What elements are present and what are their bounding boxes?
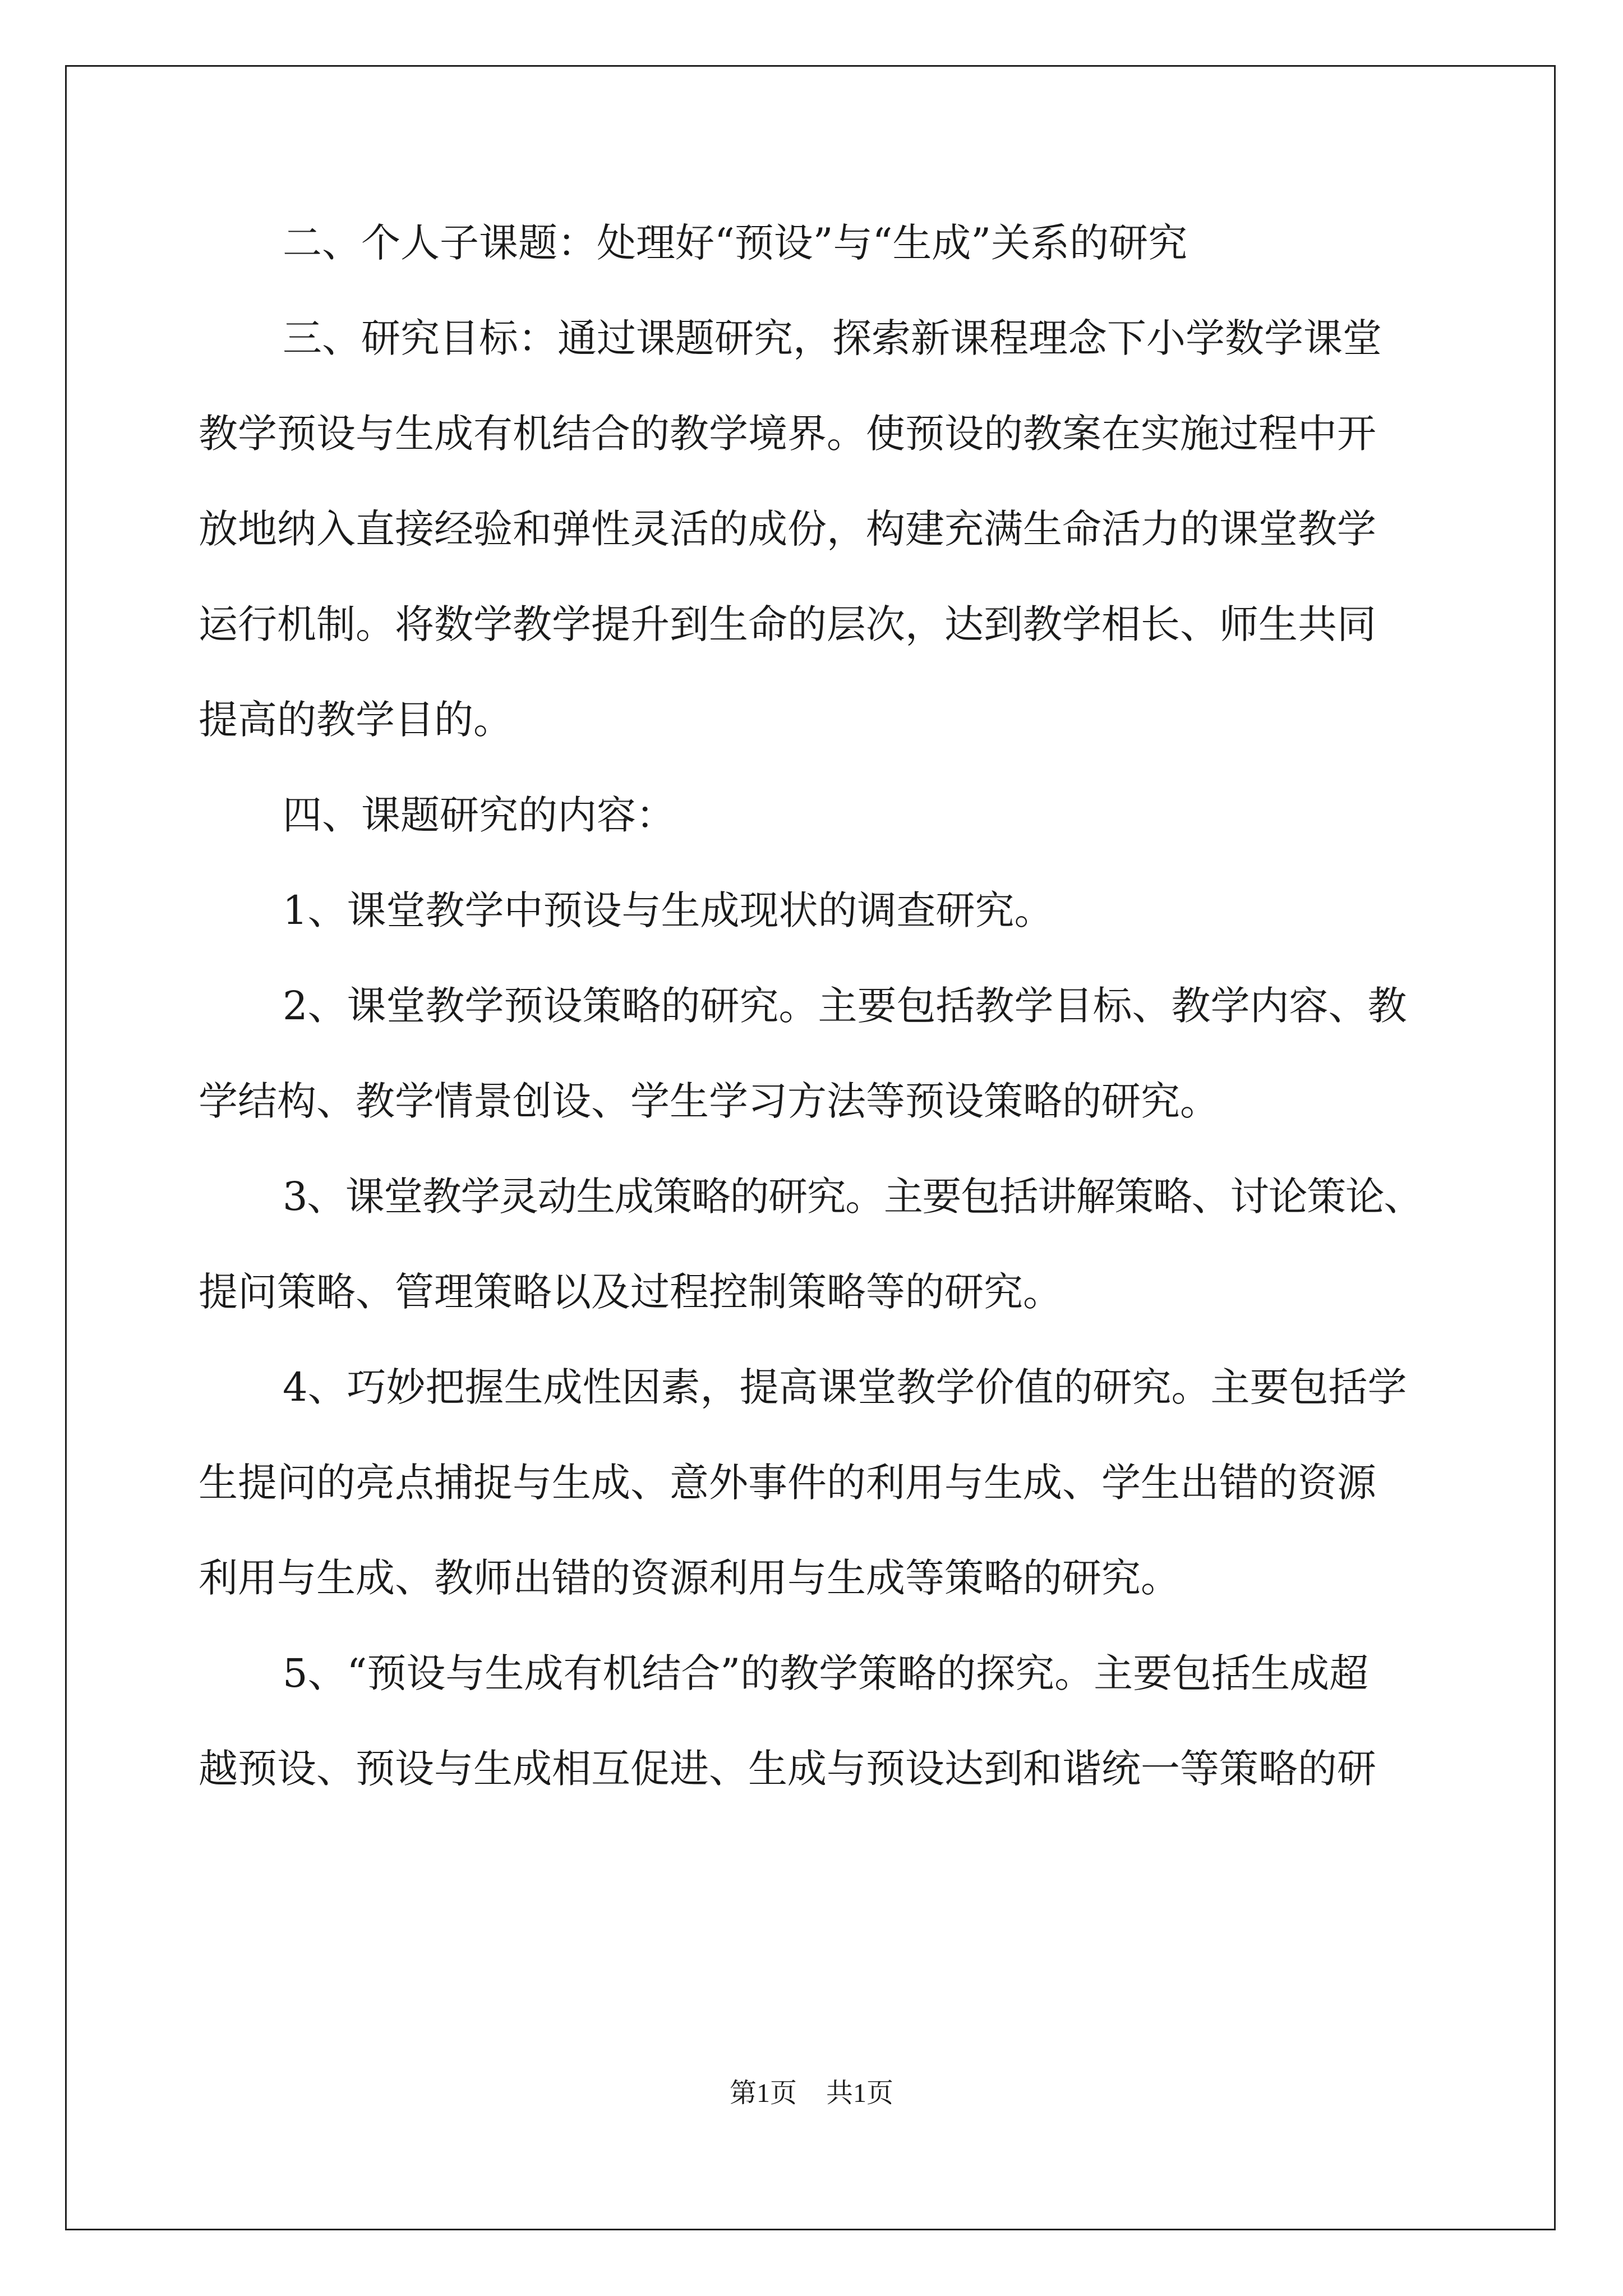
list-item-4: 4、巧妙把握生成性因素，提高课堂教学价值的研究。主要包括学 [283,1364,1407,1410]
paragraph-line: 越预设、预设与生成相互促进、生成与预设达到和谐统一等策略的研 [199,1746,1376,1792]
document-body [199,212,1422,1833]
list-item-3: 3、课堂教学灵动生成策略的研究。主要包括讲解策略、讨论策论、 [283,1174,1422,1220]
list-item-2: 2、课堂教学预设策略的研究。主要包括教学目标、教学内容、教 [283,983,1407,1029]
paragraph-research-goal: 三、研究目标：通过课题研究，探索新课程理念下小学数学课堂 [283,315,1382,361]
paragraph-line: 运行机制。将数学教学提升到生命的层次，达到教学相长、师生共同 [199,601,1376,647]
paragraph-line: 利用与生成、教师出错的资源利用与生成等策略的研究。 [199,1555,1180,1601]
paragraph-line: 提高的教学目的。 [199,697,513,743]
page-number: 第1页 [729,2078,797,2108]
paragraph-line: 提问策略、管理策略以及过程控制策略等的研究。 [199,1269,1062,1315]
paragraph-line: 学结构、教学情景创设、学生学习方法等预设策略的研究。 [199,1078,1219,1124]
page-total: 共1页 [826,2078,894,2108]
list-item-5: 5、“预设与生成有机结合”的教学策略的探究。主要包括生成超 [283,1650,1369,1696]
heading-research-content: 四、课题研究的内容： [283,792,675,838]
paragraph-line: 放地纳入直接经验和弹性灵活的成份，构建充满生命活力的课堂教学 [199,506,1376,552]
heading-sub-topic: 二、个人子课题：处理好“预设”与“生成”关系的研究 [283,220,1188,266]
paragraph-line: 教学预设与生成有机结合的教学境界。使预设的教案在实施过程中开 [199,411,1376,457]
page-footer [0,2076,1623,2111]
paragraph-line: 生提问的亮点捕捉与生成、意外事件的利用与生成、学生出错的资源 [199,1460,1376,1506]
list-item-1: 1、课堂教学中预设与生成现状的调查研究。 [283,887,1054,933]
